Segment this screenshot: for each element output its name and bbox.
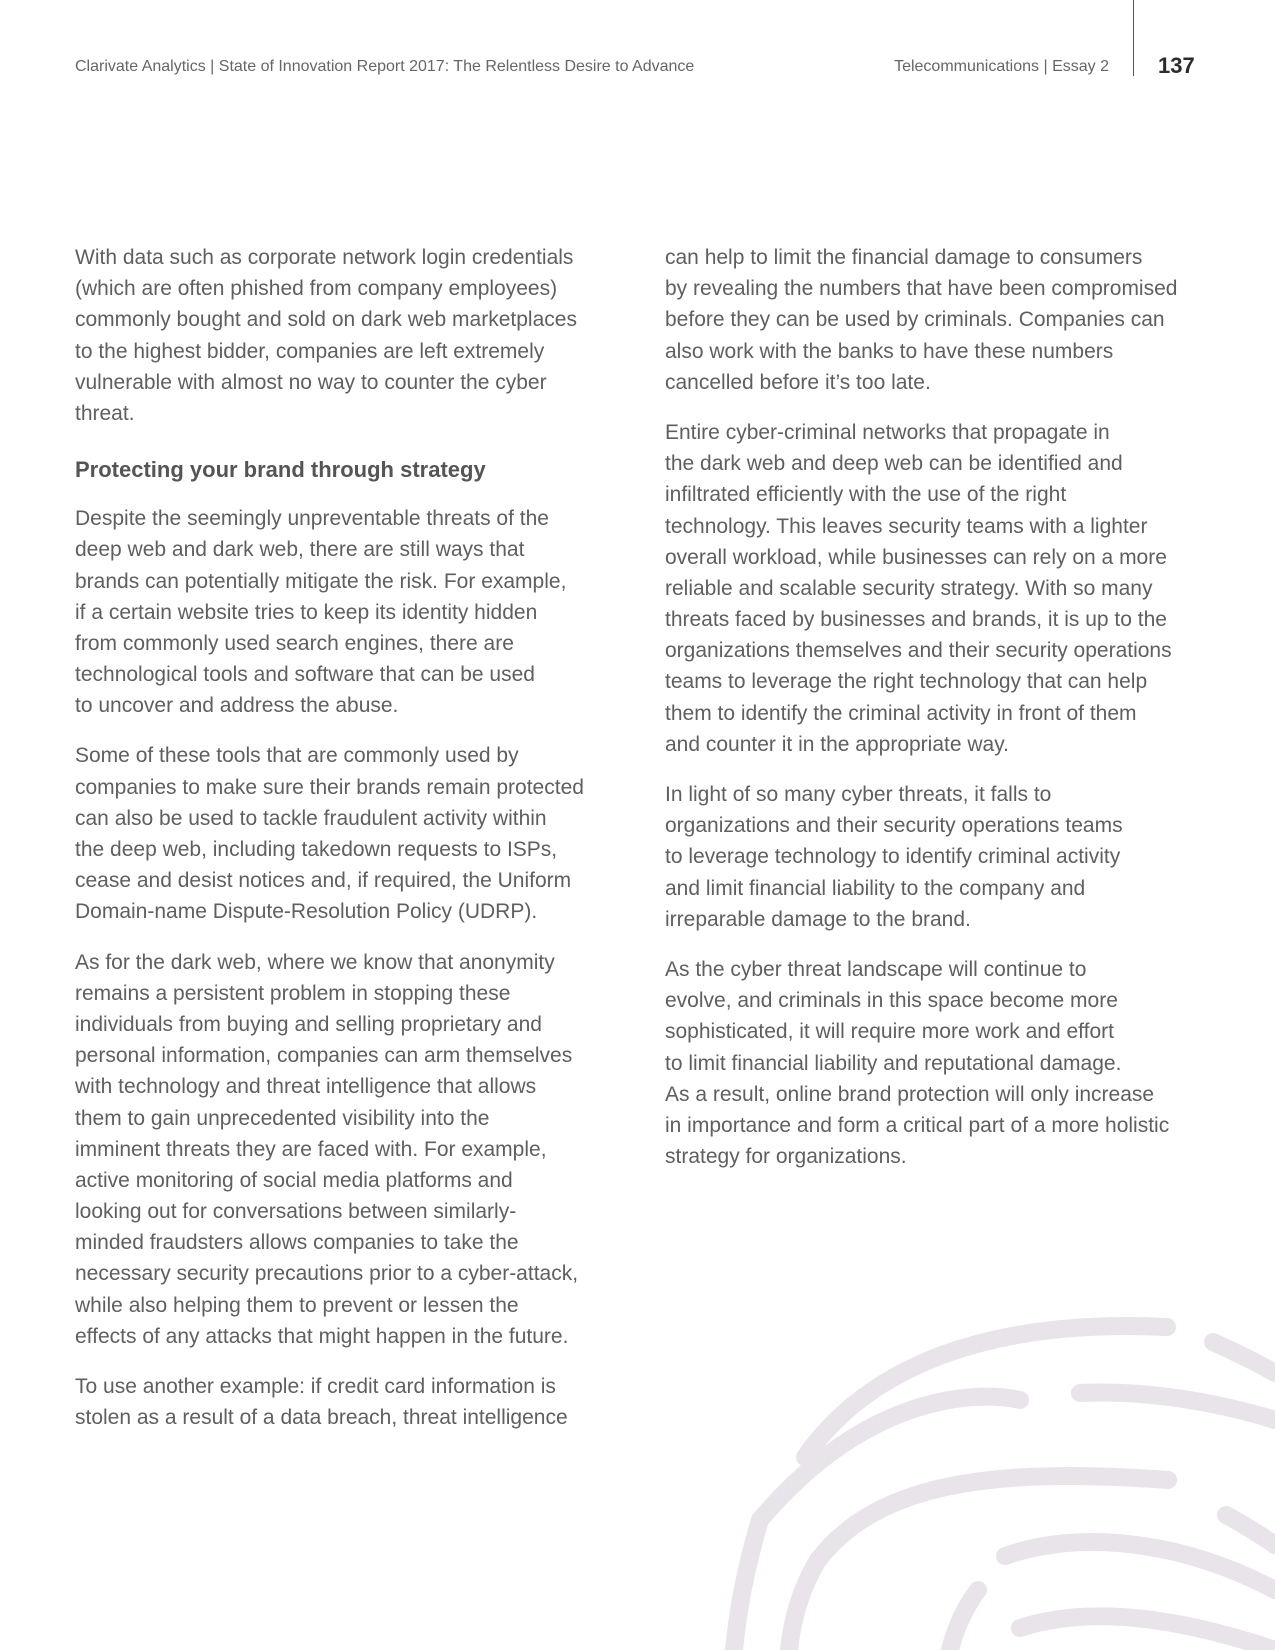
text-line: also work with the banks to have these numbers [665, 339, 1114, 363]
text-line: commonly bought and sold on dark web marketplaces [75, 308, 577, 332]
text-line: effects of any attacks that might happen in the future. [75, 1324, 569, 1348]
paragraph [75, 947, 615, 1352]
text-line: irreparable damage to the brand. [665, 907, 971, 931]
paragraph [75, 740, 615, 927]
left-column [75, 242, 615, 1452]
text-line: strategy for organizations. [665, 1145, 907, 1169]
text-line: With data such as corporate network login credentials [75, 246, 574, 269]
text-line: active monitoring of social media platforms and [75, 1168, 513, 1192]
text-line: remains a persistent problem in stopping these [75, 981, 511, 1005]
text-line: companies to make sure their brands remain protected [75, 775, 584, 799]
paragraph [665, 779, 1205, 935]
text-line: can also be used to tackle fraudulent activity within [75, 806, 547, 830]
section-label: Telecommunications | Essay 2 [894, 58, 1109, 75]
text-line: by revealing the numbers that have been compromised [665, 277, 1178, 301]
text-line: individuals from buying and selling proprietary and [75, 1012, 542, 1036]
paragraph [665, 417, 1205, 760]
paragraph [75, 1371, 615, 1433]
text-line: overall workload, while businesses can rely on a more [665, 545, 1167, 569]
paragraph [665, 242, 1205, 398]
text-line: brands can potentially mitigate the risk. For example, [75, 569, 567, 593]
text-line: teams to leverage the right technology that can help [665, 670, 1148, 694]
text-line: Entire cyber-criminal networks that propagate in [665, 420, 1110, 444]
text-line: In light of so many cyber threats, it falls to [665, 783, 1052, 806]
text-line: and counter it in the appropriate way. [665, 732, 1009, 756]
text-line: organizations and their security operations teams [665, 814, 1123, 838]
text-line: As a result, online brand protection will only increase [665, 1082, 1155, 1106]
text-line: stolen as a result of a data breach, threat intelligence [75, 1406, 568, 1430]
text-line: Domain-name Dispute-Resolution Policy (UDRP). [75, 900, 538, 924]
text-line: Despite the seemingly unpreventable threats of the [75, 507, 549, 531]
text-line: with technology and threat intelligence that allows [75, 1075, 537, 1099]
text-line: reliable and scalable security strategy. With so many [665, 576, 1153, 600]
text-line: and limit financial liability to the company and [665, 876, 1086, 900]
text-line: cease and desist notices and, if required, the Uniform [75, 869, 572, 893]
text-line: looking out for conversations between similarly- [75, 1200, 517, 1224]
paragraph [75, 242, 615, 429]
text-line: infiltrated efficiently with the use of the right [665, 483, 1067, 507]
text-line: organizations themselves and their security operations [665, 639, 1172, 663]
text-line: to leverage technology to identify criminal activity [665, 845, 1121, 869]
text-line: vulnerable with almost no way to counter the cyber [75, 370, 547, 394]
text-line: while also helping them to prevent or lessen the [75, 1293, 519, 1317]
text-line: in importance and form a critical part of a more holistic [665, 1113, 1170, 1137]
report-title: Clarivate Analytics | State of Innovation Report 2017: The Relentless Desire to Advance [75, 58, 695, 75]
text-line: Some of these tools that are commonly used by [75, 744, 519, 768]
text-line: technological tools and software that can be used [75, 663, 535, 687]
text-line: evolve, and criminals in this space become more [665, 989, 1118, 1013]
text-line: the deep web, including takedown requests to ISPs, [75, 838, 558, 861]
text-line: to the highest bidder, companies are left extremely [75, 339, 545, 363]
text-line: can help to limit the financial damage to consumers [665, 246, 1143, 269]
text-line: deep web and dark web, there are still ways that [75, 538, 525, 562]
text-line: if a certain website tries to keep its identity hidden [75, 600, 538, 624]
text-line: personal information, companies can arm themselves [75, 1044, 573, 1068]
text-line: before they can be used by criminals. Companies can [665, 308, 1165, 332]
text-line: them to gain unprecedented visibility into the [75, 1106, 490, 1130]
text-line: them to identify the criminal activity in front of them [665, 701, 1137, 725]
page-number: 137 [1158, 53, 1195, 78]
text-line: from commonly used search engines, there are [75, 631, 514, 655]
section-heading: Protecting your brand through strategy [75, 457, 486, 483]
text-line: As the cyber threat landscape will continue to [665, 957, 1087, 981]
text-line: minded fraudsters allows companies to take the [75, 1231, 519, 1255]
text-line: To use another example: if credit card information is [75, 1375, 556, 1398]
text-line: imminent threats they are faced with. For example, [75, 1137, 547, 1161]
text-line: (which are often phished from company employees) [75, 277, 558, 301]
text-line: the dark web and deep web can be identified and [665, 452, 1123, 476]
text-line: sophisticated, it will require more work and effort [665, 1020, 1114, 1044]
text-line: necessary security precautions prior to a cyber-attack, [75, 1262, 579, 1286]
text-line: threat. [75, 401, 135, 425]
page-header [0, 0, 1275, 100]
text-line: technology. This leaves security teams with a lighter [665, 514, 1148, 538]
text-line: cancelled before it’s too late. [665, 370, 931, 394]
paragraph [75, 503, 615, 721]
header-divider [1133, 0, 1134, 76]
text-line: to limit financial liability and reputational damage. [665, 1051, 1122, 1075]
text-line: As for the dark web, where we know that anonymity [75, 950, 555, 974]
text-line: threats faced by businesses and brands, it is up to the [665, 608, 1167, 632]
right-column [665, 242, 1205, 1191]
paragraph [665, 954, 1205, 1172]
text-line: to uncover and address the abuse. [75, 694, 399, 718]
